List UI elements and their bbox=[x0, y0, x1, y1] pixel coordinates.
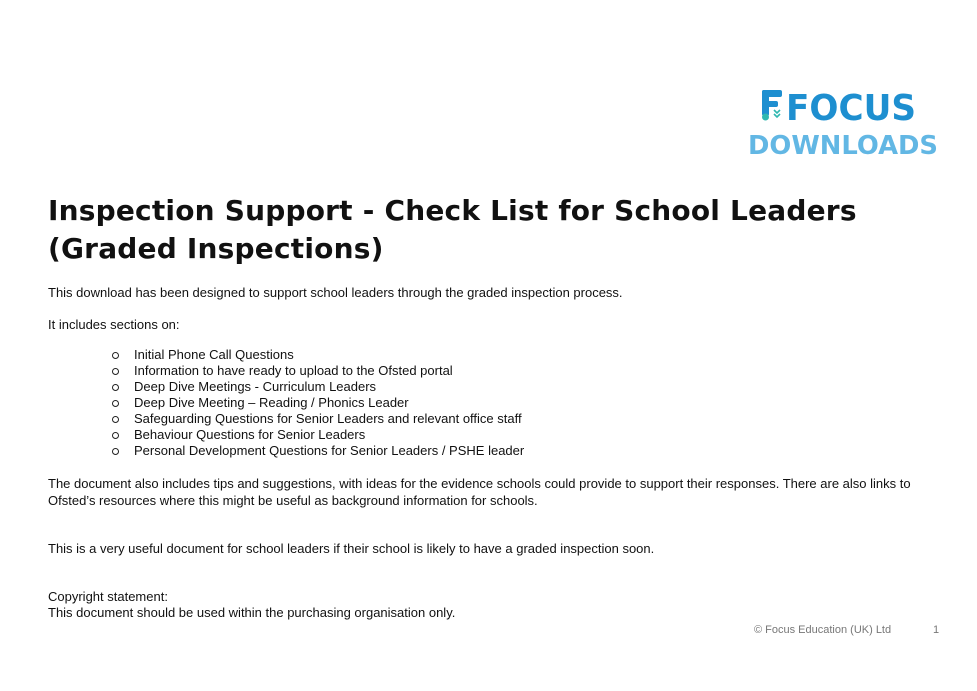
copyright-heading: Copyright statement: bbox=[48, 589, 168, 604]
bullet-icon bbox=[112, 432, 119, 439]
list-item bbox=[110, 411, 524, 427]
bullet-icon bbox=[112, 384, 119, 391]
copyright-text: This document should be used within the purchasing organisation only. bbox=[48, 605, 456, 620]
list-item bbox=[110, 395, 524, 411]
list-item bbox=[110, 363, 524, 379]
sections-list bbox=[110, 347, 524, 459]
intro-paragraph: This download has been designed to support school leaders through the graded inspection process. bbox=[48, 285, 623, 300]
list-item bbox=[110, 427, 524, 443]
logo-focus-text: FOCUS bbox=[786, 88, 916, 129]
tips-paragraph: The document also includes tips and suggestions, with ideas for the evidence schools could provide to support their responses. There are also links to Ofsted’s resources where this might be useful as background information for schools. bbox=[48, 476, 911, 508]
sections-intro: It includes sections on: bbox=[48, 317, 180, 332]
list-item-text: Deep Dive Meeting – Reading / Phonics Leader bbox=[134, 395, 409, 410]
bullet-icon bbox=[112, 448, 119, 455]
bullet-icon bbox=[112, 416, 119, 423]
bullet-icon bbox=[112, 400, 119, 407]
list-item-text: Behaviour Questions for Senior Leaders bbox=[134, 427, 366, 442]
footer-copyright: © Focus Education (UK) Ltd bbox=[754, 624, 892, 636]
page-number: 1 bbox=[933, 624, 940, 636]
list-item-text: Personal Development Questions for Senior Leaders / PSHE leader bbox=[134, 443, 525, 458]
list-item-text: Information to have ready to upload to the Ofsted portal bbox=[134, 363, 453, 378]
document-title: Inspection Support - Check List for School Leaders (Graded Inspections) bbox=[48, 194, 857, 265]
bullet-icon bbox=[112, 368, 119, 375]
bullet-icon bbox=[112, 352, 119, 359]
useful-paragraph: This is a very useful document for school leaders if their school is likely to have a graded inspection soon. bbox=[48, 541, 655, 556]
list-item bbox=[110, 379, 524, 395]
list-item-text: Safeguarding Questions for Senior Leaders and relevant office staff bbox=[134, 411, 522, 426]
focus-downloads-logo bbox=[748, 86, 940, 158]
list-item bbox=[110, 347, 524, 363]
list-item bbox=[110, 443, 524, 459]
logo-graphic bbox=[748, 86, 940, 158]
list-item-text: Initial Phone Call Questions bbox=[134, 347, 294, 362]
logo-downloads-text: DOWNLOADS bbox=[748, 131, 938, 158]
list-item-text: Deep Dive Meetings - Curriculum Leaders bbox=[134, 379, 377, 394]
